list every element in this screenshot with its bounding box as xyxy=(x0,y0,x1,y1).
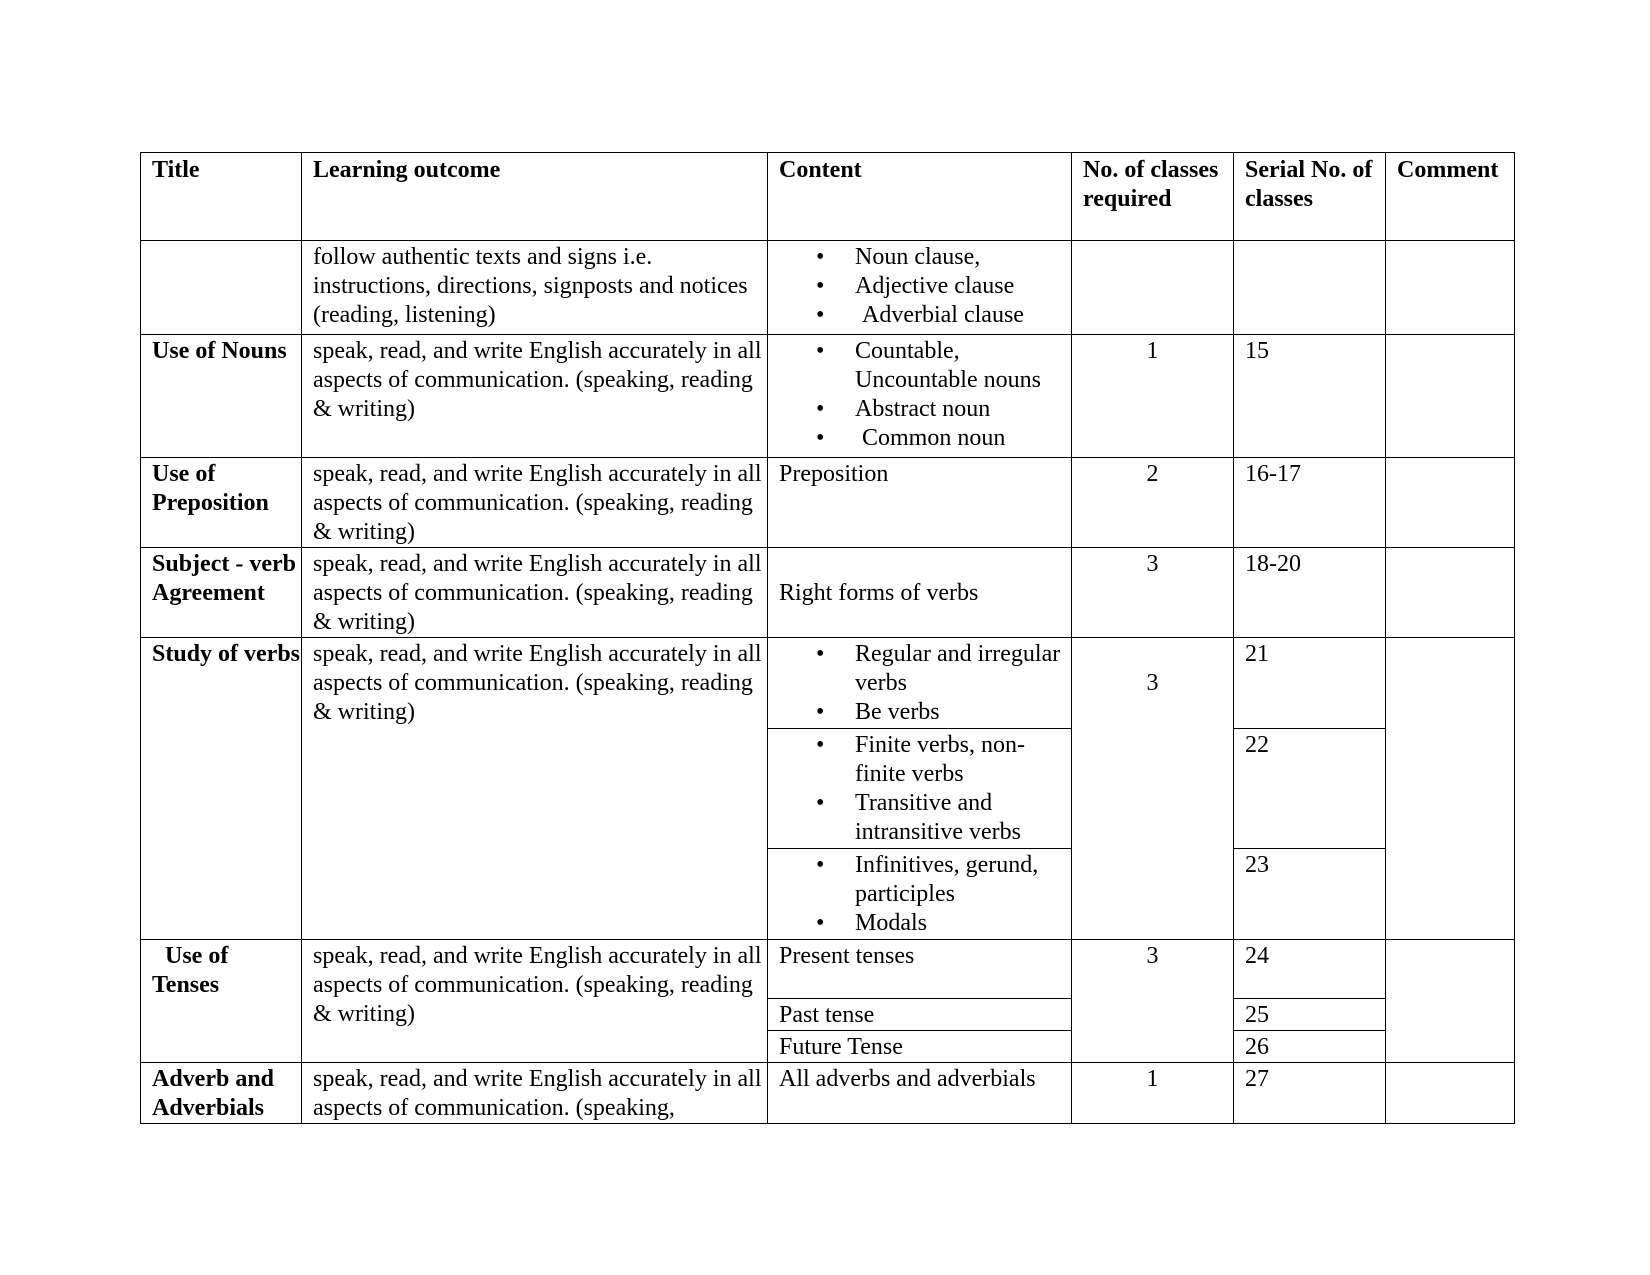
content-cell xyxy=(768,241,1072,335)
outcome-cell: speak, read, and write English accurately in all aspects of communication. (speaking, reading & writing) xyxy=(302,548,768,638)
lesson-plan-table xyxy=(140,152,1515,1124)
content-cell xyxy=(768,335,1072,458)
classes-value: 3 xyxy=(1146,670,1159,696)
content-cell: Right forms of verbs xyxy=(768,548,1072,638)
content-item: • Finite verbs, non-finite verbs xyxy=(768,731,1071,789)
classes-cell: 2 xyxy=(1072,458,1234,548)
table-row-clauses xyxy=(141,241,1515,335)
classes-cell: 1 xyxy=(1072,1063,1234,1124)
content-item: • Regular and irregular verbs xyxy=(768,640,1071,698)
classes-cell xyxy=(1072,638,1234,940)
content-item: • Countable, Uncountable nouns xyxy=(768,337,1071,395)
serial-cell xyxy=(1234,241,1386,335)
serial-cell: 27 xyxy=(1234,1063,1386,1124)
title-cell: Use of Preposition xyxy=(141,458,302,548)
outcome-cell: speak, read, and write English accurately in all aspects of communication. (speaking, xyxy=(302,1063,768,1124)
comment-cell xyxy=(1386,458,1515,548)
serial-cell: 24 xyxy=(1234,940,1386,999)
outcome-cell: speak, read, and write English accurately in all aspects of communication. (speaking, reading & writing) xyxy=(302,335,768,458)
table-row-agreement xyxy=(141,548,1515,638)
header-content: Content xyxy=(768,153,1072,241)
outcome-cell: speak, read, and write English accurately in all aspects of communication. (speaking, reading & writing) xyxy=(302,458,768,548)
classes-cell: 3 xyxy=(1072,548,1234,638)
serial-cell: 23 xyxy=(1234,849,1386,940)
content-cell xyxy=(768,638,1072,729)
outcome-cell: follow authentic texts and signs i.e. instructions, directions, signposts and notices (reading, listening) xyxy=(302,241,768,335)
table-row-verbs xyxy=(141,638,1515,729)
serial-cell: 15 xyxy=(1234,335,1386,458)
serial-cell: 21 xyxy=(1234,638,1386,729)
comment-cell xyxy=(1386,638,1515,940)
header-comment: Comment xyxy=(1386,153,1515,241)
title-text: Use of Tenses xyxy=(152,943,229,998)
title-cell xyxy=(141,940,302,1063)
content-item: • Be verbs xyxy=(768,698,1071,727)
classes-cell: 1 xyxy=(1072,335,1234,458)
table-row-preposition xyxy=(141,458,1515,548)
content-item: • Common noun xyxy=(768,424,1071,453)
content-cell: Future Tense xyxy=(768,1031,1072,1063)
serial-cell: 16-17 xyxy=(1234,458,1386,548)
title-cell: Adverb and Adverbials xyxy=(141,1063,302,1124)
content-cell: Present tenses xyxy=(768,940,1072,999)
content-cell: All adverbs and adverbials xyxy=(768,1063,1072,1124)
serial-cell: 25 xyxy=(1234,999,1386,1031)
content-item: • Noun clause, xyxy=(768,243,1071,272)
serial-cell: 26 xyxy=(1234,1031,1386,1063)
table-row-nouns xyxy=(141,335,1515,458)
outcome-cell: speak, read, and write English accurately in all aspects of communication. (speaking, reading & writing) xyxy=(302,638,768,940)
content-item: • Adjective clause xyxy=(768,272,1071,301)
content-item: • Modals xyxy=(768,909,1071,938)
content-item: • Transitive and intransitive verbs xyxy=(768,789,1071,847)
table-row-tenses xyxy=(141,940,1515,999)
header-title: Title xyxy=(141,153,302,241)
classes-cell xyxy=(1072,241,1234,335)
comment-cell xyxy=(1386,548,1515,638)
comment-cell xyxy=(1386,241,1515,335)
title-cell: Study of verbs xyxy=(141,638,302,940)
classes-cell: 3 xyxy=(1072,940,1234,1063)
title-cell: Use of Nouns xyxy=(141,335,302,458)
content-cell: Preposition xyxy=(768,458,1072,548)
content-cell xyxy=(768,849,1072,940)
content-item: • Adverbial clause xyxy=(768,301,1071,330)
table-row-adverbs xyxy=(141,1063,1515,1124)
comment-cell xyxy=(1386,940,1515,1063)
content-item: • Abstract noun xyxy=(768,395,1071,424)
content-cell xyxy=(768,729,1072,849)
content-cell: Past tense xyxy=(768,999,1072,1031)
title-cell: Subject - verb Agreement xyxy=(141,548,302,638)
title-cell xyxy=(141,241,302,335)
serial-cell: 22 xyxy=(1234,729,1386,849)
comment-cell xyxy=(1386,335,1515,458)
header-row xyxy=(141,153,1515,241)
comment-cell xyxy=(1386,1063,1515,1124)
header-learning-outcome: Learning outcome xyxy=(302,153,768,241)
serial-cell: 18-20 xyxy=(1234,548,1386,638)
header-serial-no: Serial No. of classes xyxy=(1234,153,1386,241)
header-classes-required: No. of classes required xyxy=(1072,153,1234,241)
content-item: • Infinitives, gerund, participles xyxy=(768,851,1071,909)
outcome-cell: speak, read, and write English accurately in all aspects of communication. (speaking, reading & writing) xyxy=(302,940,768,1063)
